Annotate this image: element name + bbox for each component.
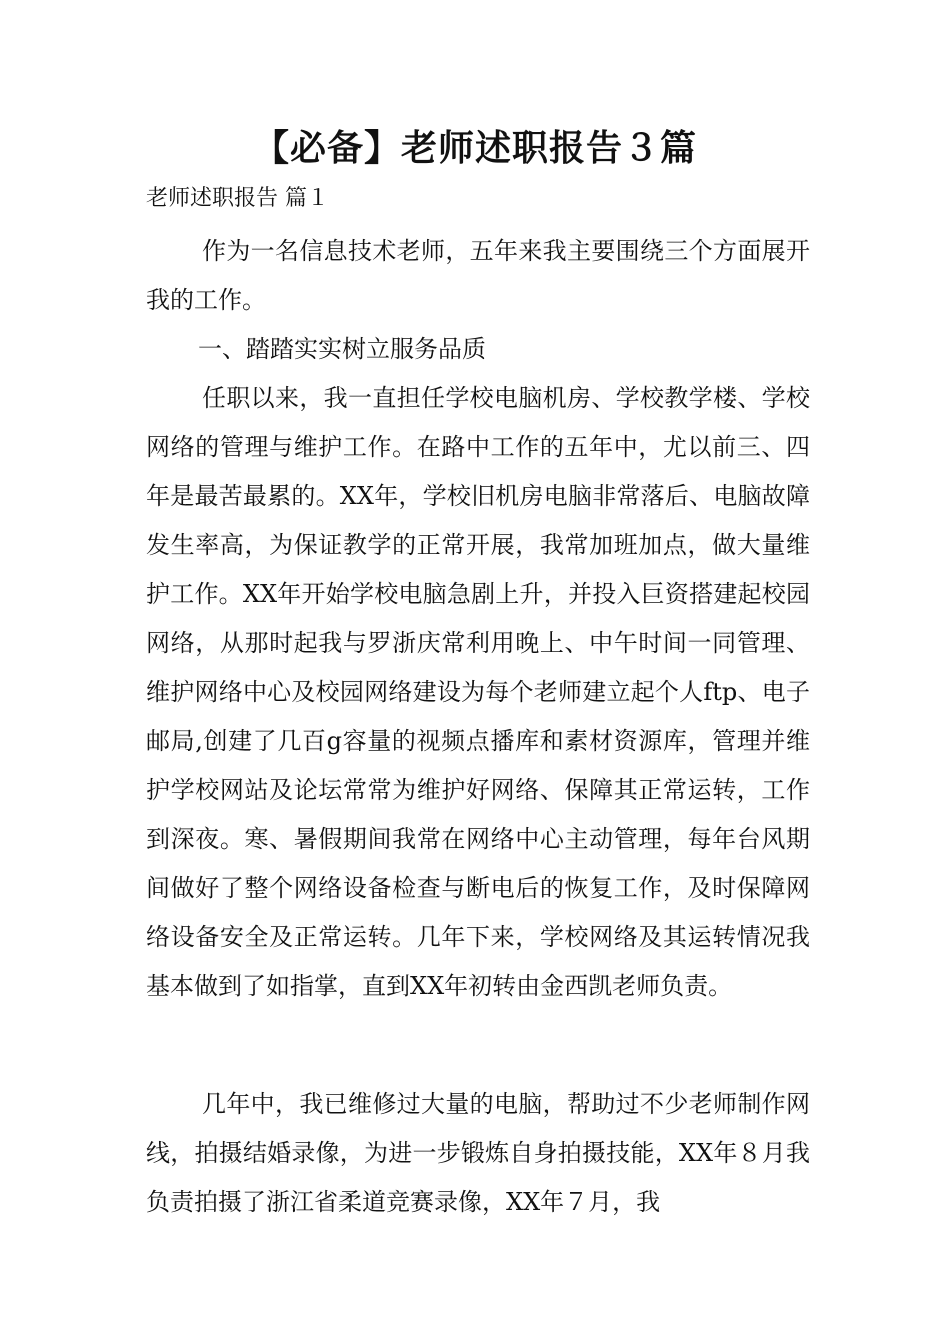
paragraph-heading: [146, 325, 810, 374]
paragraph-body: [146, 1080, 810, 1227]
paragraph-text: 任职以来，我一直担任学校电脑机房、学校教学楼、学校网络的管理与维护工作。在路中工作的五年中，尤以前三、四年是最苦最累的。XX年，学校旧机房电脑非常落后、电脑故障发生率高，为保证教学的正常开展，我常加班加点，做大量维护工作。XX年开始学校电脑急剧上升，并投入巨资搭建起校园网络，从那时起我与罗浙庆常利用晚上、中午时间一同管理、维护网络中心及校园网络建设为每个老师建立起个人ftp、电子邮局,创建了几百g容量的视频点播库和素材资源库，管理并维护学校网站及论坛常常为维护好网络、保障其正常运转，工作到深夜。寒、暑假期间我常在网络中心主动管理，每年台风期间做好了整个网络设备检查与断电后的恢复工作，及时保障网络设备安全及正常运转。几年下来，学校网络及其运转情况我基本做到了如指掌，直到XX年初转由金西凯老师负责。: [146, 384, 810, 1000]
section-heading: 老师述职报告 篇１: [146, 186, 329, 211]
paragraph-intro: [146, 227, 810, 325]
paragraph-text: 一、踏踏实实树立服务品质: [198, 335, 486, 363]
document-title: 【必备】老师述职报告３篇: [252, 127, 697, 169]
paragraph-body: [146, 374, 810, 1011]
paragraph-text: 作为一名信息技术老师，五年来我主要围绕三个方面展开我的工作。: [146, 237, 810, 314]
paragraph-text: 几年中，我已维修过大量的电脑，帮助过不少老师制作网线，拍摄结婚录像，为进一步锻炼自身拍摄技能，XX年８月我负责拍摄了浙江省柔道竞赛录像，XX年７月，我: [146, 1090, 810, 1216]
